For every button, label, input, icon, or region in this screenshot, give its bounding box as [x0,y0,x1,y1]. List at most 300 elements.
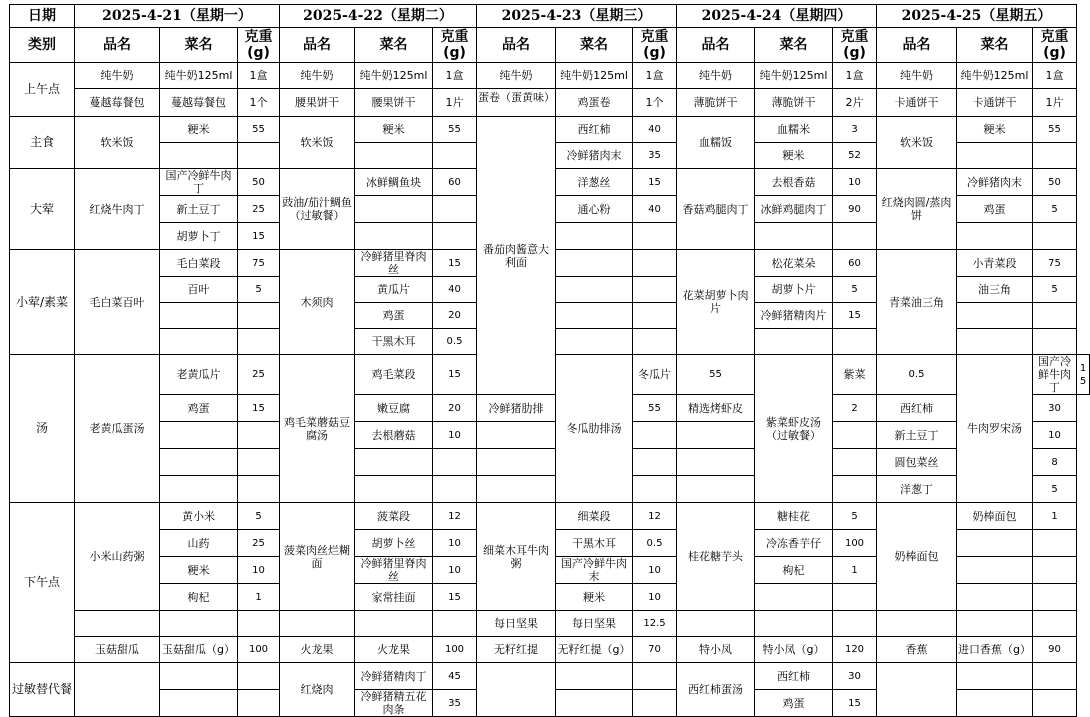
table-row [10,117,1090,143]
weight-cell: 25 [238,196,280,223]
weight-cell: 5 [833,277,877,303]
ingredient-cell [556,250,633,277]
weight-cell: 10 [238,557,280,584]
ingredient-cell [160,690,238,717]
weight-cell [633,329,677,355]
weight-cell [833,476,877,503]
weight-cell: 25 [238,530,280,557]
weight-cell: 120 [833,637,877,663]
weight-cell [238,611,280,637]
ingredient-cell: 鸡蛋 [755,690,833,717]
ingredient-cell [355,196,433,223]
weight-cell: 75 [1033,250,1077,277]
weight-cell [1033,143,1077,169]
item-cell: 牛肉罗宋汤 [957,355,1033,503]
item-cell: 花菜胡萝卜肉片 [677,250,755,355]
ingredient-cell: 西红柿 [755,663,833,690]
weight-cell: 20 [433,303,477,329]
weight-cell: 100 [238,637,280,663]
ingredient-cell [477,422,556,449]
weight-cell: 2 [833,395,877,422]
weight-cell [633,422,677,449]
weight-cell: 1盒 [833,63,877,89]
table-row [10,503,1090,530]
item-cell [877,663,957,717]
ingredient-cell [556,303,633,329]
table-row [10,63,1090,89]
item-cell: 老黄瓜蛋汤 [75,355,160,503]
weight-cell: 35 [433,690,477,717]
item-cell: 木须肉 [280,250,355,355]
item-cell: 薄脆饼干 [677,89,755,117]
weight-cell: 10 [833,169,877,196]
weight-cell: 10 [433,422,477,449]
weight-cell [833,449,877,476]
ingredient-cell: 松花菜朵 [755,250,833,277]
ingredient-cell [957,611,1033,637]
item-cell: 小米山药粥 [75,503,160,611]
weight-cell [633,277,677,303]
ingredient-cell [957,223,1033,250]
column-header-row [10,28,1090,63]
weight-cell [633,663,677,690]
ingredient-cell: 小青菜段 [957,250,1033,277]
ingredient-cell: 鸡蛋 [160,395,238,422]
ingredient-cell: 卡通饼干 [957,89,1033,117]
weight-cell: 40 [633,117,677,143]
item-cell: 纯牛奶 [677,63,755,89]
item-cell [280,611,355,637]
ingredient-cell [957,584,1033,611]
ingredient-cell: 特小凤（g） [755,637,833,663]
weight-cell: 1盒 [433,63,477,89]
weight-cell: 2片 [833,89,877,117]
ingredient-cell: 鸡蛋卷 [556,89,633,117]
date-fri: 2025-4-25（星期五） [877,5,1077,28]
ingredient-cell: 粳米 [160,557,238,584]
ingredient-cell: 国产冷鲜牛肉丁 [1033,355,1077,395]
ingredient-cell: 冰鲜鸡腿肉丁 [755,196,833,223]
ingredient-cell: 嫩豆腐 [355,395,433,422]
ingredient-cell [677,476,755,503]
weight-cell [1033,611,1077,637]
item-cell: 特小凤 [677,637,755,663]
weight-cell [1033,584,1077,611]
ingredient-cell: 冷鲜猪肉末 [556,143,633,169]
weight-cell [833,223,877,250]
item-cell: 豉油/茄汁鲷鱼（过敏餐） [280,169,355,250]
weight-cell: 70 [633,637,677,663]
ingredient-cell: 腰果饼干 [355,89,433,117]
ingredient-cell: 干黑木耳 [355,329,433,355]
weight-cell: 10 [433,557,477,584]
weekly-menu-table [9,4,1090,717]
item-cell: 紫菜虾皮汤（过敏餐） [755,355,833,503]
ingredient-cell: 胡萝卜丁 [160,223,238,250]
ingredient-cell [160,663,238,690]
date-wed: 2025-4-23（星期三） [477,5,677,28]
col-ingredient: 菜名 [160,28,238,63]
item-cell: 玉菇甜瓜 [75,637,160,663]
weight-cell: 90 [833,196,877,223]
weight-cell [433,449,477,476]
table-row [10,611,1090,637]
col-weight: 克重 (g) [833,28,877,63]
weight-cell: 10 [433,530,477,557]
weight-cell: 1 [238,584,280,611]
item-cell [477,663,556,717]
weight-cell: 60 [833,250,877,277]
weight-cell [833,584,877,611]
weight-cell: 1个 [238,89,280,117]
ingredient-cell [556,223,633,250]
ingredient-cell: 蔓越莓餐包 [160,89,238,117]
ingredient-cell: 冷鲜猪肉末 [957,169,1033,196]
weight-cell [633,449,677,476]
item-cell: 无籽红提 [477,637,556,663]
ingredient-cell: 纯牛奶125ml [556,63,633,89]
ingredient-cell [957,530,1033,557]
weight-cell: 3 [833,117,877,143]
ingredient-cell [957,557,1033,584]
weight-cell [238,303,280,329]
weight-cell [238,422,280,449]
col-item: 品名 [280,28,355,63]
ingredient-cell: 黄瓜片 [355,277,433,303]
ingredient-cell: 冷鲜猪里脊肉丝 [355,250,433,277]
ingredient-cell: 纯牛奶125ml [355,63,433,89]
weight-cell: 90 [1033,637,1077,663]
ingredient-cell: 冷鲜猪精五花肉条 [355,690,433,717]
weight-cell [633,250,677,277]
weight-cell: 5 [238,277,280,303]
weight-cell [433,223,477,250]
ingredient-cell: 粳米 [160,117,238,143]
item-cell: 蔓越莓餐包 [75,89,160,117]
table-row [10,476,1090,503]
weight-cell: 25 [238,355,280,395]
item-cell: 冬瓜肋排汤 [556,355,633,503]
weight-cell: 12 [433,503,477,530]
ingredient-cell [957,690,1033,717]
ingredient-cell [355,449,433,476]
weight-cell: 55 [1033,117,1077,143]
weight-cell [238,143,280,169]
weight-cell: 15 [1077,355,1090,395]
weight-cell [238,476,280,503]
ingredient-cell: 血糯米 [755,117,833,143]
item-cell: 软米饭 [75,117,160,169]
ingredient-cell [160,611,238,637]
weight-cell: 15 [238,223,280,250]
weight-cell: 15 [433,250,477,277]
weight-cell [833,611,877,637]
item-cell: 纯牛奶 [75,63,160,89]
ingredient-cell: 粳米 [755,143,833,169]
ingredient-cell: 紫菜 [833,355,877,395]
weight-cell: 50 [1033,169,1077,196]
weight-cell: 15 [238,395,280,422]
weight-cell: 12 [633,503,677,530]
ingredient-cell: 洋葱丁 [877,476,957,503]
weight-cell [1033,303,1077,329]
ingredient-cell: 国产冷鲜牛肉末 [556,557,633,584]
item-cell [75,663,160,717]
ingredient-cell: 圆包菜丝 [877,449,957,476]
weight-cell: 0.5 [633,530,677,557]
col-weight: 克重 (g) [433,28,477,63]
col-item: 品名 [477,28,556,63]
item-cell: 血糯饭 [677,117,755,169]
category-label: 类别 [10,28,75,63]
item-cell: 菠菜肉丝烂糊面 [280,503,355,611]
weight-cell: 15 [633,169,677,196]
ingredient-cell: 鸡毛菜段 [355,355,433,395]
ingredient-cell: 去根香菇 [755,169,833,196]
category-allergy: 过敏替代餐 [10,663,75,717]
ingredient-cell [755,223,833,250]
col-item: 品名 [877,28,957,63]
weight-cell [1033,663,1077,690]
weight-cell: 1盒 [238,63,280,89]
item-cell: 鸡毛菜蘑菇豆腐汤 [280,355,355,503]
item-cell: 青菜油三角 [877,250,957,355]
table-row [10,89,1090,117]
weight-cell [433,143,477,169]
item-cell: 纯牛奶 [877,63,957,89]
weight-cell: 12.5 [633,611,677,637]
ingredient-cell: 油三角 [957,277,1033,303]
item-cell: 腰果饼干 [280,89,355,117]
ingredient-cell: 通心粉 [556,196,633,223]
ingredient-cell: 火龙果 [355,637,433,663]
item-cell: 红烧牛肉丁 [75,169,160,250]
category-staple: 主食 [10,117,75,169]
item-cell: 每日坚果 [477,611,556,637]
ingredient-cell: 薄脆饼干 [755,89,833,117]
weight-cell [633,303,677,329]
ingredient-cell [355,223,433,250]
ingredient-cell: 国产冷鲜牛肉丁 [160,169,238,196]
item-cell: 红烧肉 [280,663,355,717]
item-cell [677,611,755,637]
ingredient-cell [677,449,755,476]
category-main-meat: 大荤 [10,169,75,250]
weight-cell [833,329,877,355]
weight-cell: 1 [1033,503,1077,530]
item-cell: 细菜木耳牛肉粥 [477,503,556,611]
item-cell: 桂花糖芋头 [677,503,755,611]
weight-cell: 55 [433,117,477,143]
ingredient-cell: 新土豆丁 [160,196,238,223]
table-row [10,449,1090,476]
weight-cell: 100 [833,530,877,557]
col-weight: 克重 (g) [1033,28,1077,63]
weight-cell: 30 [1033,395,1077,422]
item-cell: 软米饭 [877,117,957,169]
category-afternoon: 下午点 [10,503,75,663]
item-cell: 香蕉 [877,637,957,663]
weight-cell: 5 [1033,476,1077,503]
item-cell: 香菇鸡腿肉丁 [677,169,755,250]
ingredient-cell: 纯牛奶125ml [160,63,238,89]
weight-cell: 5 [1033,277,1077,303]
weight-cell: 15 [833,303,877,329]
item-cell: 软米饭 [280,117,355,169]
weight-cell: 1片 [1033,89,1077,117]
ingredient-cell [556,663,633,690]
ingredient-cell: 洋葱丝 [556,169,633,196]
weight-cell: 50 [238,169,280,196]
table-row [10,637,1090,663]
item-cell [877,611,957,637]
item-cell: 奶棒面包 [877,503,957,611]
col-item: 品名 [677,28,755,63]
ingredient-cell [755,584,833,611]
weight-cell [1033,530,1077,557]
weight-cell: 52 [833,143,877,169]
weight-cell [633,476,677,503]
ingredient-cell: 纯牛奶125ml [755,63,833,89]
ingredient-cell: 无籽红提（g） [556,637,633,663]
weight-cell: 40 [633,196,677,223]
ingredient-cell [957,663,1033,690]
col-ingredient: 菜名 [556,28,633,63]
table-row [10,395,1090,422]
ingredient-cell: 新土豆丁 [877,422,957,449]
ingredient-cell [556,277,633,303]
ingredient-cell: 菠菜段 [355,503,433,530]
ingredient-cell: 进口香蕉（g） [957,637,1033,663]
ingredient-cell [355,143,433,169]
ingredient-cell: 冰鲜鲷鱼块 [355,169,433,196]
weight-cell: 10 [633,584,677,611]
weight-cell [1033,329,1077,355]
weight-cell: 15 [433,355,477,395]
ingredient-cell: 干黑木耳 [556,530,633,557]
weight-cell: 45 [433,663,477,690]
ingredient-cell [957,303,1033,329]
ingredient-cell: 西红柿 [556,117,633,143]
item-cell: 红烧肉圆/蒸肉饼 [877,169,957,250]
weight-cell: 15 [833,690,877,717]
ingredient-cell: 家常挂面 [355,584,433,611]
ingredient-cell: 每日坚果 [556,611,633,637]
item-cell: 卡通饼干 [877,89,957,117]
ingredient-cell: 百叶 [160,277,238,303]
ingredient-cell [556,329,633,355]
date-mon: 2025-4-21（星期一） [75,5,280,28]
ingredient-cell [355,611,433,637]
weight-cell [433,611,477,637]
weight-cell: 40 [433,277,477,303]
weight-cell: 1盒 [633,63,677,89]
ingredient-cell [755,329,833,355]
ingredient-cell: 粳米 [556,584,633,611]
weight-cell: 1盒 [1033,63,1077,89]
ingredient-cell [677,422,755,449]
item-cell: 火龙果 [280,637,355,663]
weight-cell: 55 [633,395,677,422]
ingredient-cell: 奶棒面包 [957,503,1033,530]
weight-cell: 1个 [633,89,677,117]
ingredient-cell [355,476,433,503]
date-thu: 2025-4-24（星期四） [677,5,877,28]
col-ingredient: 菜名 [957,28,1033,63]
ingredient-cell [160,476,238,503]
col-ingredient: 菜名 [355,28,433,63]
ingredient-cell: 粳米 [355,117,433,143]
weight-cell: 55 [238,117,280,143]
ingredient-cell [160,143,238,169]
ingredient-cell: 冷冻香芋仔 [755,530,833,557]
category-morning: 上午点 [10,63,75,117]
ingredient-cell: 冬瓜片 [633,355,677,395]
weight-cell [433,476,477,503]
ingredient-cell: 鸡蛋 [355,303,433,329]
weight-cell [238,449,280,476]
weight-cell: 0.5 [433,329,477,355]
ingredient-cell: 胡萝卜丝 [355,530,433,557]
ingredient-cell [556,690,633,717]
date-label: 日期 [10,5,75,28]
weight-cell: 5 [1033,196,1077,223]
ingredient-cell: 冷鲜猪里脊肉丝 [355,557,433,584]
item-cell: 毛白菜百叶 [75,250,160,355]
ingredient-cell: 毛白菜段 [160,250,238,277]
table-row [10,422,1090,449]
ingredient-cell: 胡萝卜片 [755,277,833,303]
item-cell [75,611,160,637]
weight-cell: 5 [833,503,877,530]
ingredient-cell: 枸杞 [755,557,833,584]
col-weight: 克重 (g) [633,28,677,63]
weight-cell: 15 [433,584,477,611]
weight-cell [1033,690,1077,717]
item-cell: 番茄肉酱意大利面 [477,117,556,395]
weight-cell [433,196,477,223]
category-soup: 汤 [10,355,75,503]
weight-cell [1033,223,1077,250]
col-weight: 克重 (g) [238,28,280,63]
ingredient-cell [477,449,556,476]
date-header-row [10,5,1090,28]
item-cell: 纯牛奶 [280,63,355,89]
weight-cell [238,663,280,690]
ingredient-cell [477,476,556,503]
ingredient-cell [160,422,238,449]
weight-cell: 60 [433,169,477,196]
weight-cell [238,690,280,717]
item-cell: 蛋卷（蛋黄味） [477,89,556,117]
weight-cell: 35 [633,143,677,169]
weight-cell: 1 [833,557,877,584]
weight-cell: 30 [833,663,877,690]
ingredient-cell: 老黄瓜片 [160,355,238,395]
weight-cell: 75 [238,250,280,277]
category-side-dish: 小荤/素菜 [10,250,75,355]
weight-cell: 10 [633,557,677,584]
weight-cell: 0.5 [877,355,957,395]
weight-cell [238,329,280,355]
col-ingredient: 菜名 [755,28,833,63]
ingredient-cell: 冷鲜猪肋排 [477,395,556,422]
col-item: 品名 [75,28,160,63]
item-cell: 西红柿蛋汤 [677,663,755,717]
weight-cell: 100 [433,637,477,663]
weight-cell [833,422,877,449]
weight-cell [633,223,677,250]
